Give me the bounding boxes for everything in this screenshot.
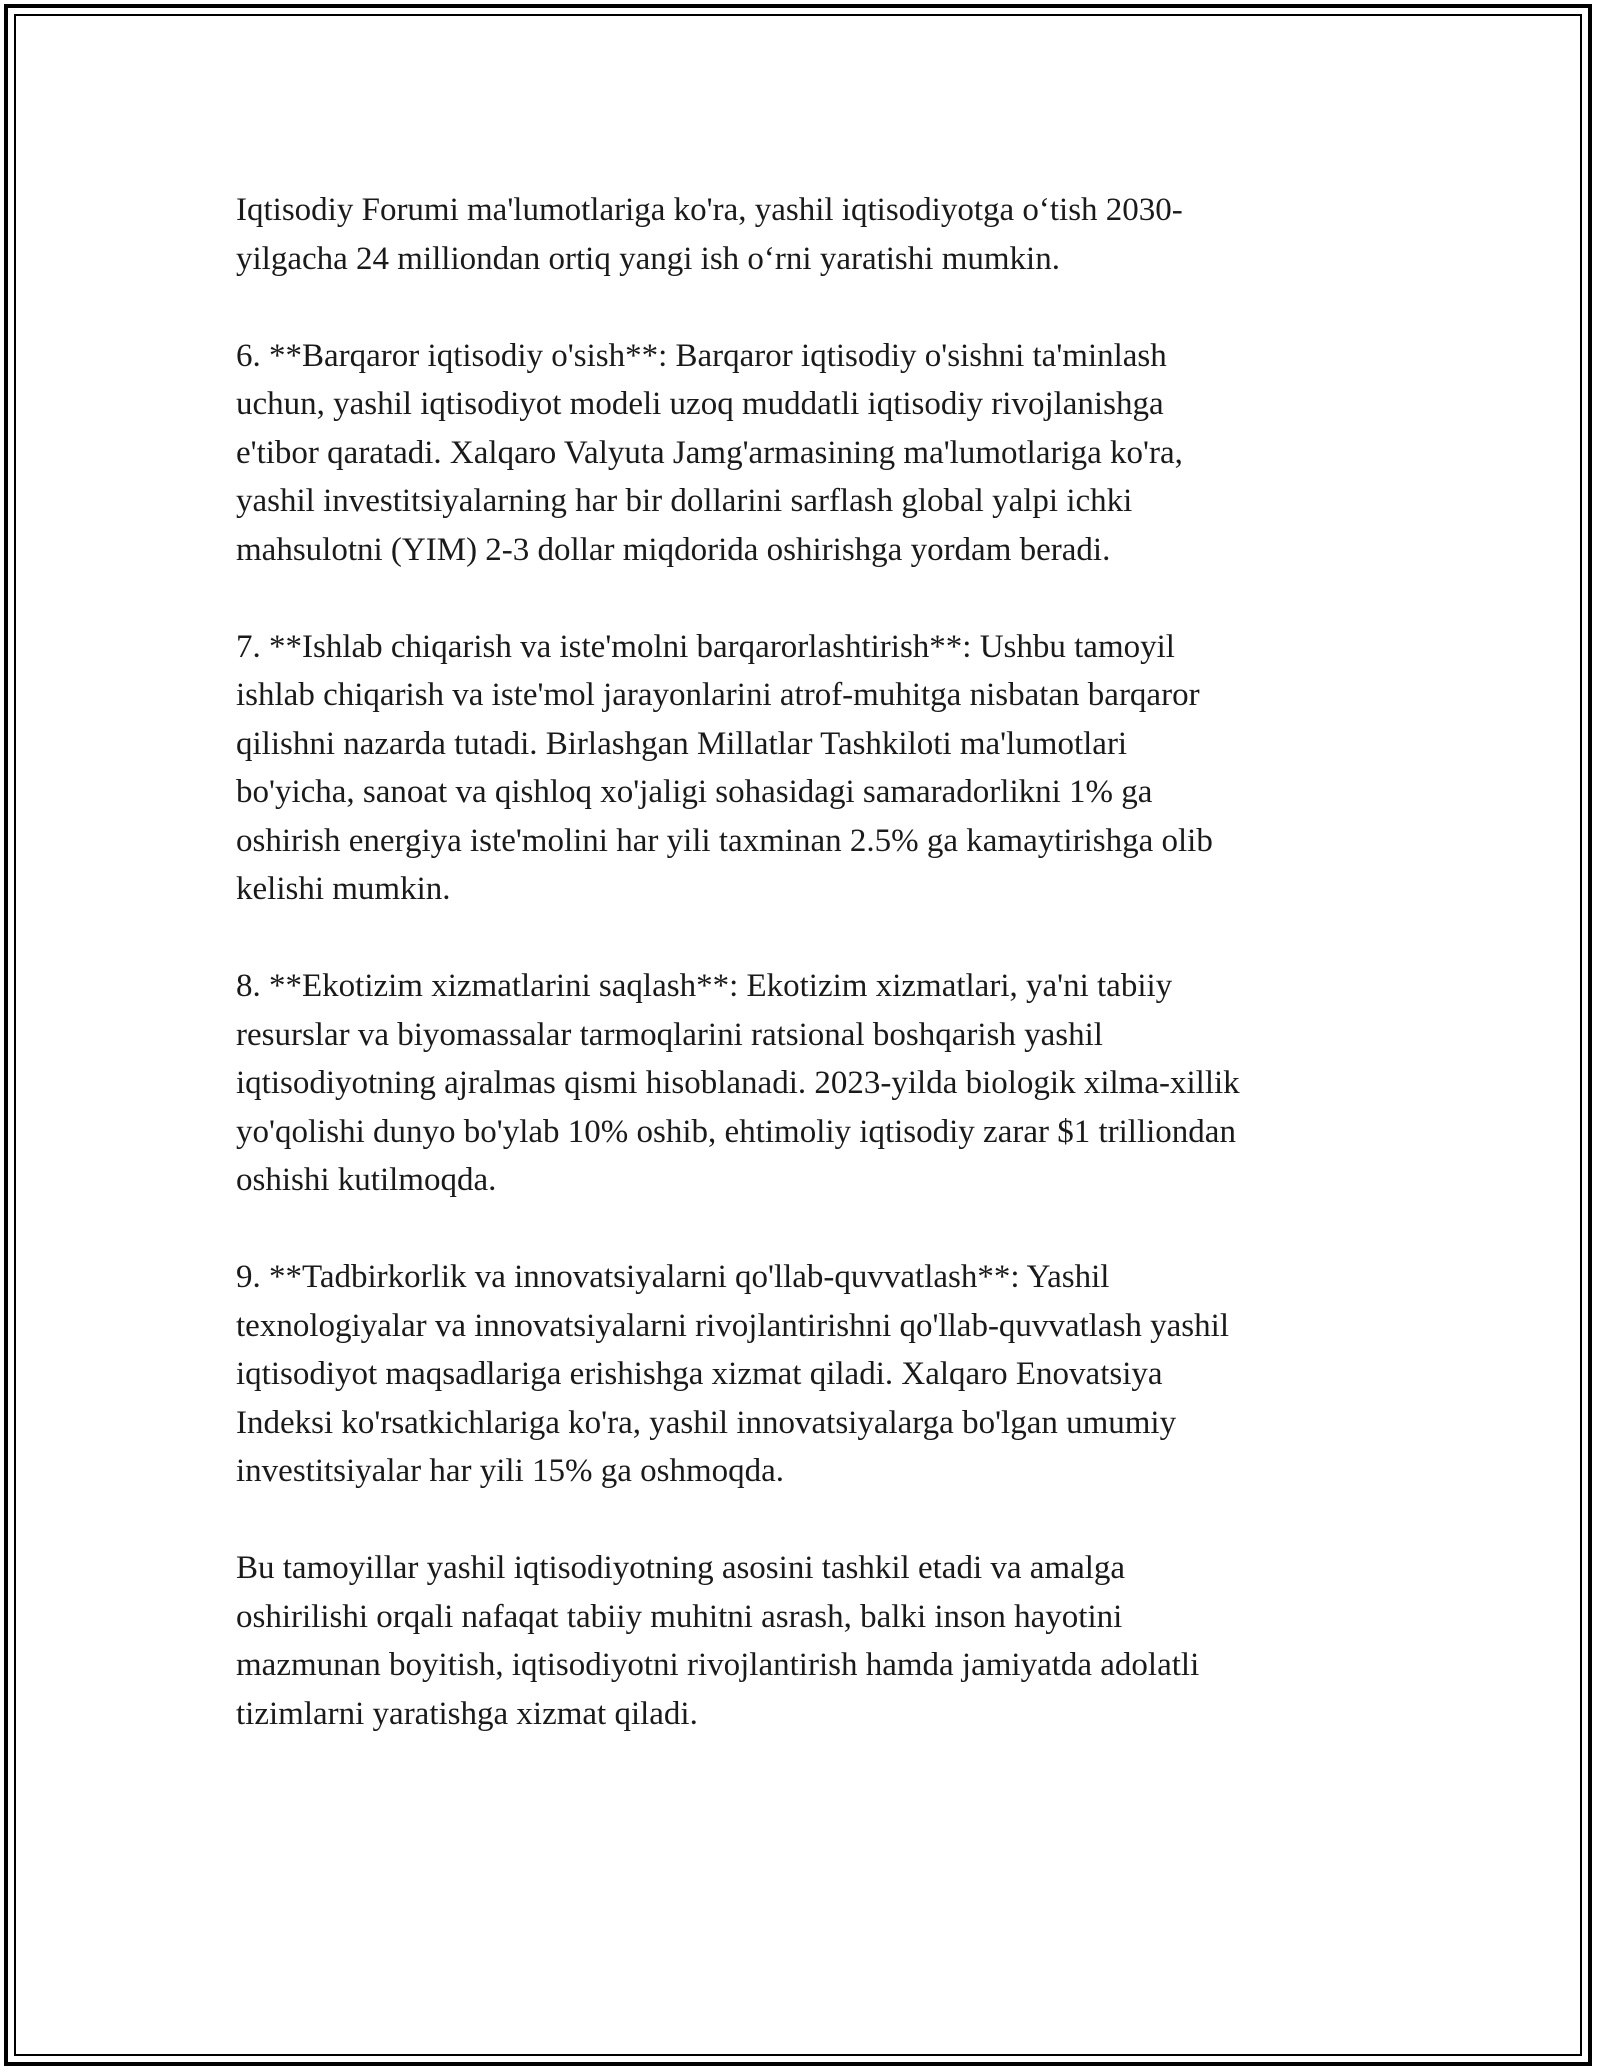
paragraph-item-6-sustainable-growth: 6. **Barqaror iqtisodiy o'sish**: Barqaror iqtisodiy o'sishni ta'minlash uchun, yashil iqtisodiyot modeli uzoq muddatli iqtisodiy rivojlanishga e'tibor qaratadi. Xalqaro Valyuta Jamg'armasining ma'lumotlariga ko'ra, yashil investitsiyalarning har bir dollarini sarflash global yalpi ichki mahsulotni (YIM) 2-3 dollar miqdorida oshirishga yordam beradi. [236, 337, 1183, 568]
paragraph-item-9-entrepreneurship-innovation: 9. **Tadbirkorlik va innovatsiyalarni qo'llab-quvvatlash**: Yashil texnologiyalar va innovatsiyalarni rivojlantirishni qo'llab-quvvatlash yashil iqtisodiyot maqsadlariga erishishga xizmat qiladi. Xalqaro Enovatsiya Indeksi ko'rsatkichlariga ko'ra, yashil innovatsiyalarga bo'lgan umumiy investitsiyalar har yili 15% ga oshmoqda. [236, 1259, 1229, 1489]
paragraph-item-7-production-consumption: 7. **Ishlab chiqarish va iste'molni barqarorlashtirish**: Ushbu tamoyil ishlab chiqarish va iste'mol jarayonlarini atrof-muhitga nisbatan barqaror qilishni nazarda tutadi. Birlashgan Millatlar Tashkiloti ma'lumotlari bo'yicha, sanoat va qishloq xo'jaligi sohasidagi samaradorlikni 1% ga oshirish energiya iste'molini har yili taxminan 2.5% ga kamaytirishga olib kelishi mumkin. [236, 628, 1213, 907]
paragraph-conclusion: Bu tamoyillar yashil iqtisodiyotning asosini tashkil etadi va amalga oshirilishi orqali nafaqat tabiiy muhitni asrash, balki inson hayotini mazmunan boyitish, iqtisodiyotni rivojlantirish hamda jamiyatda adolatli tizimlarni yaratishga xizmat qiladi. [236, 1550, 1200, 1732]
paragraph-item-8-ecosystem-services: 8. **Ekotizim xizmatlarini saqlash**: Ekotizim xizmatlari, ya'ni tabiiy resurslar va biyomassalar tarmoqlarini ratsional boshqarish yashil iqtisodiyotning ajralmas qismi hisoblanadi. 2023-yilda biologik xilma-xillik yo'qolishi dunyo bo'ylab 10% oshib, ehtimoliy iqtisodiy zarar $1 trilliondan oshishi kutilmoqda. [236, 968, 1240, 1198]
paragraph-intro-continuation: Iqtisodiy Forumi ma'lumotlariga ko'ra, yashil iqtisodiyotga o‘tish 2030- yilgacha 24 milliondan ortiq yangi ish o‘rni yaratishi mumkin. [236, 192, 1183, 277]
document-body [236, 186, 1356, 1787]
